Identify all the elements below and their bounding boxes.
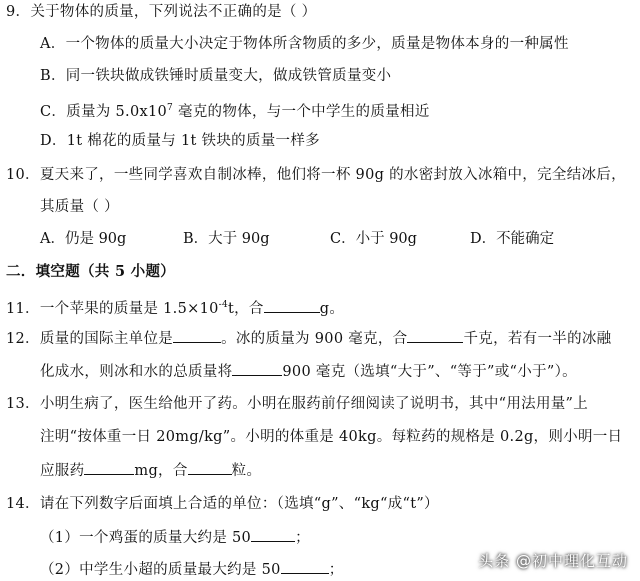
q12-blank-1[interactable]: [173, 328, 221, 343]
q9-option-c-exponent: 7: [167, 103, 174, 113]
q11-blank[interactable]: [264, 298, 320, 313]
q13-line3: [40, 460, 261, 481]
q12-text-b: 。冰的质量为 900 毫克，合: [221, 331, 408, 347]
q10-option-b: B．大于 90g: [183, 231, 270, 247]
q10-option-d: D．不能确定: [470, 231, 555, 247]
q10-option-a: A．仍是 90g: [40, 231, 127, 247]
q12-text-c: 千克，若有一半的冰融: [463, 331, 612, 347]
q9-stem: 9．关于物体的质量，下列说法不正确的是（ ）: [6, 4, 317, 20]
q12-line1: [6, 328, 611, 349]
q10-option-c: C．小于 90g: [330, 231, 417, 247]
q13-blank-1[interactable]: [84, 460, 134, 475]
q10-stem-line2: 其质量（ ）: [40, 199, 119, 215]
q14-item-1: [40, 527, 310, 548]
q9-option-c-text: C．质量为 5.0x10: [40, 103, 167, 120]
q13-text-a: 应服药: [40, 463, 85, 479]
q9-option-d: D．1t 棉花的质量与 1t 铁块的质量一样多: [40, 133, 320, 149]
q9-option-b: B．同一铁块做成铁锤时质量变大，做成铁管质量变小: [40, 68, 392, 84]
q13-line1: 13．小明生病了，医生给他开了药。小明在服药前仔细阅读了说明书，其中“用法用量”上: [6, 396, 589, 412]
q11-exponent: -4: [218, 300, 228, 310]
q13-blank-2[interactable]: [188, 460, 232, 475]
q14-item-1-end: ；: [295, 530, 310, 546]
watermark: 头条 @初中理化互动: [478, 552, 628, 570]
q9-option-a: A．一个物体的质量大小决定于物体所含物质的多少，质量是物体本身的一种属性: [40, 36, 569, 52]
q14-item-2: [40, 559, 344, 580]
q12-blank-3[interactable]: [232, 361, 282, 376]
q14-item-2-text: （2）中学生小超的质量最大约是 50: [40, 562, 281, 578]
q11-text: 11．一个苹果的质量是 1.5×10: [6, 300, 219, 317]
q13-line2: 注明“按体重一日 20mg/kg”。小明的体重是 40kg。每粒药的规格是 0.2g，则小明一日: [40, 429, 623, 445]
q13-text-b: mg，合: [134, 463, 188, 479]
q9-option-c: [40, 98, 430, 122]
q12-text-e: 900 毫克（选填“大于”、“等于”或“小于”）。: [282, 364, 577, 380]
q14-item-1-text: （1）一个鸡蛋的质量大约是 50: [40, 530, 252, 546]
q14-blank-1[interactable]: [251, 527, 295, 542]
q12-text-a: 12．质量的国际主单位是: [6, 331, 174, 347]
q14-stem: 14．请在下列数字后面填上合适的单位：（选填“g”、“kg“成“t”）: [6, 496, 439, 512]
q9-option-c-tail: 毫克的物体，与一个中学生的质量相近: [173, 103, 430, 120]
q13-text-c: 粒。: [231, 463, 262, 479]
q10-options: [40, 229, 620, 249]
q12-line2: [40, 361, 577, 382]
q10-stem-line1: 10．夏天来了，一些同学喜欢自制冰棒，他们将一杯 90g 的水密封放入冰箱中，完全结冰后，: [6, 167, 626, 183]
q12-text-d: 化成水，则冰和水的总质量将: [40, 364, 233, 380]
q14-item-2-end: ；: [328, 562, 344, 578]
q14-blank-2[interactable]: [281, 559, 329, 574]
q11-tail: g。: [319, 300, 345, 317]
q12-blank-2[interactable]: [407, 328, 463, 343]
q11-unit-text: t，合: [228, 300, 264, 317]
q11: [6, 295, 344, 319]
section-title: 二．填空题（共 5 小题）: [6, 263, 176, 280]
